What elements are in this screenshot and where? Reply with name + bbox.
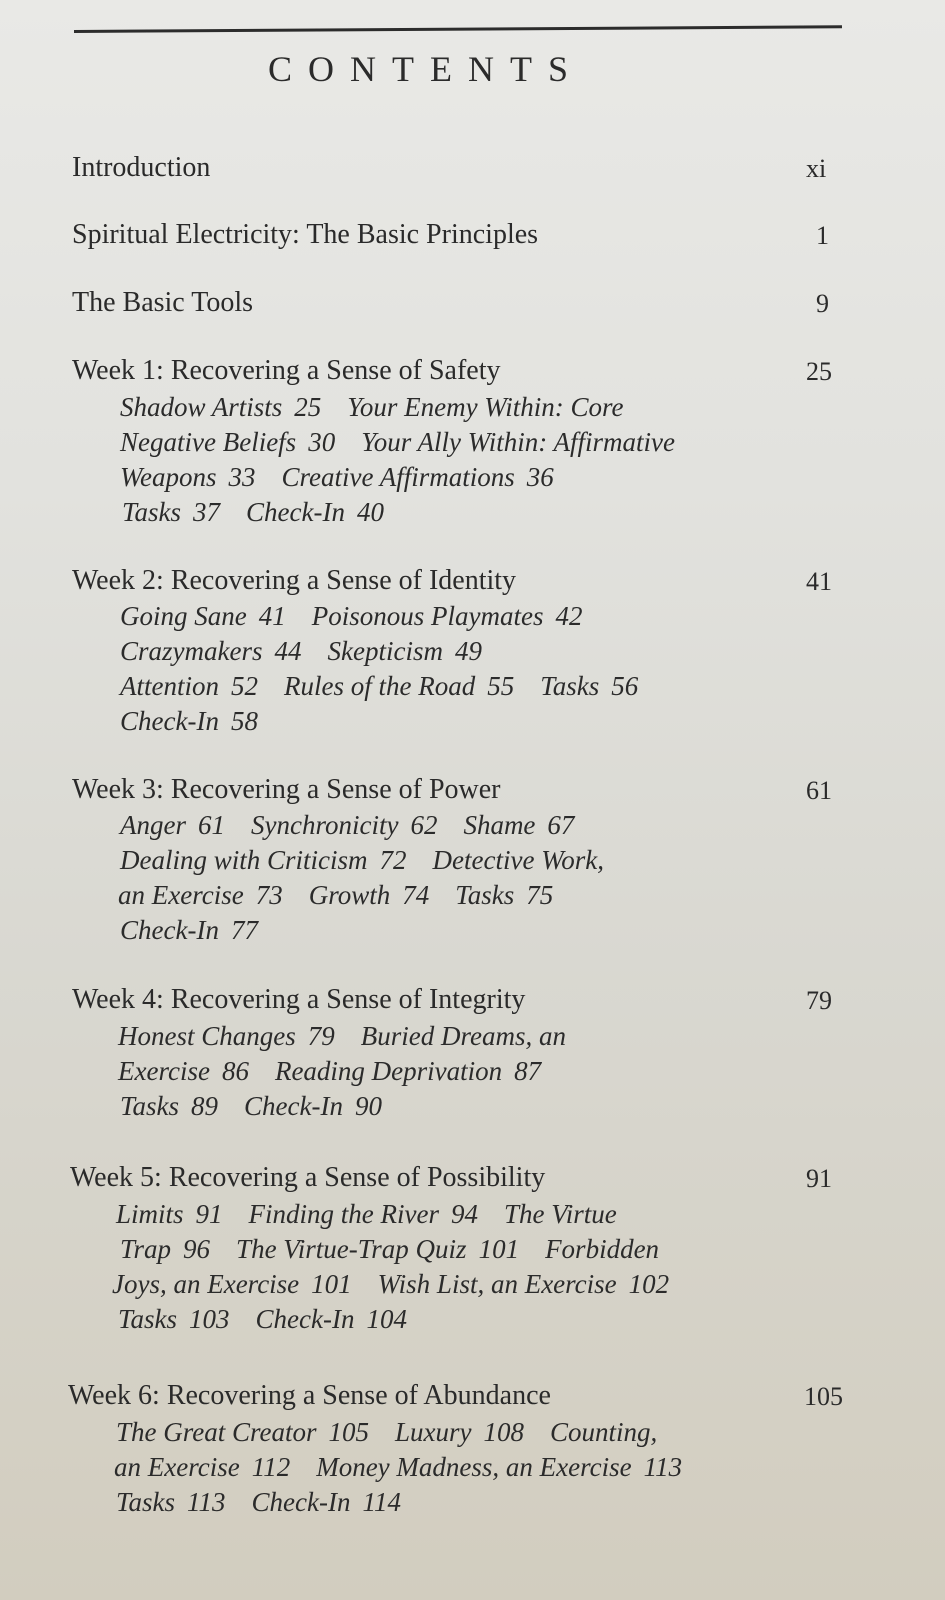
toc-subentry <box>328 636 482 666</box>
toc-subentry-title: Tasks <box>455 880 515 910</box>
toc-subentry <box>116 1417 369 1447</box>
toc-subentry-line <box>122 497 410 528</box>
toc-entry-title: Week 3: Recovering a Sense of Power <box>72 774 501 805</box>
toc-subentry-title: Check-In <box>255 1304 355 1334</box>
toc-subentry-page-number: 72 <box>379 845 407 875</box>
toc-subentry-title: Check-In <box>246 497 345 527</box>
toc-subentry <box>244 1091 382 1121</box>
toc-subentry-line <box>120 1091 408 1122</box>
toc-subentry-title: Creative Affirmations <box>281 462 515 492</box>
toc-subentry-page-number: 104 <box>366 1304 407 1334</box>
toc-subentry-page-number: 75 <box>526 880 554 910</box>
toc-subentry <box>312 601 583 631</box>
toc-subentry <box>275 1056 541 1086</box>
toc-subentry-page-number: 40 <box>357 497 384 527</box>
toc-subentry <box>120 462 256 492</box>
toc-subentry <box>236 1234 519 1264</box>
toc-subentry-page-number: 79 <box>307 1021 335 1051</box>
toc-subentry-title: Tasks <box>118 1304 178 1334</box>
toc-subentry-page-number: 96 <box>183 1234 211 1264</box>
toc-subentry-line <box>120 427 701 458</box>
toc-subentry-line <box>116 1199 643 1230</box>
toc-entry-title: Week 2: Recovering a Sense of Identity <box>72 565 517 596</box>
toc-subentry <box>120 636 302 666</box>
toc-subentry-line <box>120 462 580 493</box>
toc-subentry-page-number: 108 <box>483 1417 524 1447</box>
toc-subentry-page-number: 61 <box>197 810 225 840</box>
toc-subentry <box>309 880 430 910</box>
toc-subentry-title: Trap <box>120 1234 172 1264</box>
toc-subentry-line <box>120 915 284 946</box>
toc-subentry-title: The Great Creator <box>116 1417 317 1447</box>
toc-subentry <box>118 1021 335 1051</box>
toc-subentry <box>120 915 258 945</box>
toc-subentry-line <box>118 1021 592 1052</box>
toc-subentry-title: Shame <box>463 810 536 840</box>
toc-subentry-title: Counting, <box>550 1417 658 1447</box>
toc-entry-page-number: 9 <box>816 289 829 318</box>
toc-subentry-title: Crazymakers <box>120 636 263 666</box>
toc-subentry-page-number: 89 <box>191 1091 219 1121</box>
toc-subentry-page-number: 101 <box>311 1269 352 1299</box>
toc-subentry-page-number: 113 <box>187 1487 226 1517</box>
toc-subentry-line <box>112 1269 695 1300</box>
toc-entry-title: Week 5: Recovering a Sense of Possibility <box>70 1162 546 1193</box>
toc-subentry-title: Your Enemy Within: Core <box>347 392 624 422</box>
toc-subentry-page-number: 74 <box>402 880 430 910</box>
toc-subentry-title: Finding the River <box>248 1199 439 1229</box>
toc-subentry <box>120 671 258 701</box>
toc-subentry <box>120 392 321 422</box>
toc-subentry-page-number: 55 <box>487 671 515 701</box>
toc-subentry <box>347 392 623 422</box>
toc-subentry-title: The Virtue <box>503 1199 617 1229</box>
toc-subentry <box>120 601 286 631</box>
toc-subentry <box>120 845 407 875</box>
toc-subentry-page-number: 67 <box>547 810 575 840</box>
toc-entry-page-number: 1 <box>816 221 829 250</box>
toc-subentry-line <box>120 810 600 841</box>
toc-subentry-title: Rules of the Road <box>283 671 476 701</box>
toc-subentry <box>395 1417 524 1447</box>
toc-entry-page-number: 91 <box>806 1164 832 1193</box>
toc-subentry <box>120 427 335 457</box>
toc-subentry <box>361 1021 566 1051</box>
toc-subentry-title: Check-In <box>251 1487 351 1517</box>
toc-subentry-line <box>118 880 579 911</box>
toc-subentry <box>251 810 437 840</box>
toc-subentry-title: Going Sane <box>120 601 247 631</box>
toc-subentry-page-number: 58 <box>230 706 258 736</box>
toc-subentry-title: Poisonous Playmates <box>311 601 544 631</box>
toc-subentry <box>112 1269 352 1299</box>
toc-subentry <box>116 1487 226 1517</box>
toc-subentry-line <box>120 671 664 702</box>
toc-subentry <box>550 1417 657 1447</box>
toc-subentry <box>378 1269 669 1299</box>
toc-subentry-title: Your Ally Within: Affirmative <box>361 427 675 457</box>
toc-entry-title: Week 4: Recovering a Sense of Integrity <box>72 984 526 1015</box>
toc-subentry-title: Exercise <box>118 1056 210 1086</box>
toc-subentry-page-number: 103 <box>189 1304 230 1334</box>
toc-entry-title: The Basic Tools <box>72 287 254 318</box>
toc-entry-page-number: 105 <box>804 1382 843 1411</box>
toc-subentry-page-number: 102 <box>628 1269 670 1299</box>
toc-subentry-page-number: 114 <box>362 1487 401 1517</box>
toc-subentry-title: Anger <box>120 810 186 840</box>
toc-subentry <box>249 1199 478 1229</box>
toc-entry-page-number: 41 <box>806 567 832 596</box>
toc-subentry <box>120 706 258 736</box>
toc-subentry <box>545 1234 659 1264</box>
toc-subentry-title: Shadow Artists <box>120 392 283 422</box>
toc-subentry-page-number: 44 <box>274 636 302 666</box>
toc-subentry <box>256 1304 407 1334</box>
toc-entry-title: Introduction <box>72 152 211 183</box>
toc-subentry-title: Attention <box>120 671 219 701</box>
toc-subentry <box>316 1452 682 1482</box>
toc-subentry-page-number: 62 <box>410 810 438 840</box>
toc-subentry-title: Luxury <box>395 1417 472 1447</box>
toc-subentry <box>504 1199 617 1229</box>
toc-subentry-page-number: 112 <box>251 1452 291 1482</box>
toc-subentry <box>118 1304 230 1334</box>
toc-entry-page-number: 25 <box>806 357 832 386</box>
toc-subentry-page-number: 105 <box>328 1417 369 1447</box>
toc-subentry-line <box>120 601 608 632</box>
toc-subentry-page-number: 49 <box>454 636 482 666</box>
toc-subentry-title: an Exercise <box>118 880 244 910</box>
toc-subentry-title: The Virtue-Trap Quiz <box>236 1234 467 1264</box>
toc-subentry-title: Check-In <box>244 1091 343 1121</box>
toc-subentry-page-number: 101 <box>478 1234 520 1264</box>
toc-subentry-page-number: 33 <box>228 462 256 492</box>
toc-subentry <box>122 497 220 527</box>
toc-subentry-title: Detective Work, <box>432 845 604 875</box>
toc-subentry-title: Limits <box>116 1199 184 1229</box>
toc-entry-page-number: 79 <box>806 986 832 1015</box>
toc-subentry-title: Joys, an Exercise <box>112 1269 300 1299</box>
toc-subentry <box>361 427 675 457</box>
toc-subentry-page-number: 42 <box>555 601 583 631</box>
toc-subentry <box>252 1487 401 1517</box>
toc-subentry <box>246 497 384 527</box>
toc-subentry-title: Check-In <box>120 706 219 736</box>
toc-subentry-title: Tasks <box>116 1487 176 1517</box>
toc-entry-page-number: 61 <box>806 776 832 805</box>
toc-subentry-page-number: 37 <box>193 497 221 527</box>
toc-subentry-page-number: 94 <box>450 1199 478 1229</box>
toc-subentry <box>463 810 574 840</box>
toc-subentry-line <box>120 636 508 667</box>
toc-subentry-title: Forbidden <box>545 1234 660 1264</box>
toc-subentry <box>116 1199 223 1229</box>
toc-subentry <box>120 810 225 840</box>
toc-subentry <box>455 880 553 910</box>
toc-entry-title: Week 1: Recovering a Sense of Safety <box>72 355 501 386</box>
toc-subentry-title: Honest Changes <box>118 1021 296 1051</box>
toc-subentry <box>114 1452 290 1482</box>
toc-subentry-line <box>120 706 284 737</box>
toc-subentry-title: Growth <box>308 880 391 910</box>
toc-subentry-title: Tasks <box>540 671 600 701</box>
toc-subentry-page-number: 25 <box>294 392 322 422</box>
toc-subentry <box>282 462 554 492</box>
toc-subentry-title: Dealing with Criticism <box>120 845 368 875</box>
toc-subentry-title: Synchronicity <box>250 810 399 840</box>
toc-subentry-title: an Exercise <box>114 1452 240 1482</box>
toc-subentry-title: Negative Beliefs <box>120 427 297 457</box>
toc-subentry-title: Tasks <box>120 1091 180 1121</box>
toc-subentry-title: Tasks <box>122 497 182 527</box>
toc-subentry-title: Reading Deprivation <box>274 1056 503 1086</box>
toc-subentry-line <box>120 1234 685 1265</box>
toc-subentry-title: Weapons <box>120 462 217 492</box>
toc-entry-page-number: xi <box>806 154 827 183</box>
toc-subentry-title: Money Madness, an Exercise <box>316 1452 632 1482</box>
toc-subentry <box>120 1091 218 1121</box>
toc-subentry <box>284 671 514 701</box>
toc-subentry-line <box>114 1452 708 1483</box>
toc-subentry-title: Skepticism <box>327 636 443 666</box>
toc-entry-title: Spiritual Electricity: The Basic Principles <box>72 219 539 250</box>
toc-subentry-page-number: 56 <box>611 671 639 701</box>
toc-subentry <box>540 671 638 701</box>
toc-subentry-line <box>118 1304 433 1335</box>
toc-subentry-page-number: 87 <box>514 1056 542 1086</box>
toc-subentry-page-number: 52 <box>230 671 258 701</box>
toc-subentry-page-number: 30 <box>308 427 336 457</box>
toc-subentry-page-number: 90 <box>355 1091 382 1121</box>
toc-subentry-line <box>118 1056 567 1087</box>
toc-subentry-line <box>120 845 630 876</box>
toc-subentry-page-number: 36 <box>526 462 554 492</box>
toc-subentry <box>118 1056 249 1086</box>
toc-subentry-title: Buried Dreams, an <box>360 1021 566 1051</box>
toc-subentry-page-number: 73 <box>255 880 283 910</box>
toc-entry-title: Week 6: Recovering a Sense of Abundance <box>68 1380 551 1411</box>
page-title: CONTENTS <box>268 49 584 89</box>
toc-subentry <box>118 880 283 910</box>
toc-subentry-page-number: 113 <box>643 1452 683 1482</box>
toc-subentry-title: Check-In <box>120 915 219 945</box>
toc-subentry-line <box>116 1417 683 1448</box>
toc-subentry-page-number: 86 <box>221 1056 249 1086</box>
toc-subentry-page-number: 41 <box>258 601 286 631</box>
toc-subentry <box>120 1234 210 1264</box>
toc-subentry-page-number: 77 <box>230 915 258 945</box>
toc-subentry-title: Wish List, an Exercise <box>377 1269 617 1299</box>
toc-subentry-line <box>116 1487 427 1518</box>
toc-subentry <box>433 845 604 875</box>
toc-subentry-line <box>120 392 650 423</box>
toc-subentry-page-number: 91 <box>195 1199 223 1229</box>
